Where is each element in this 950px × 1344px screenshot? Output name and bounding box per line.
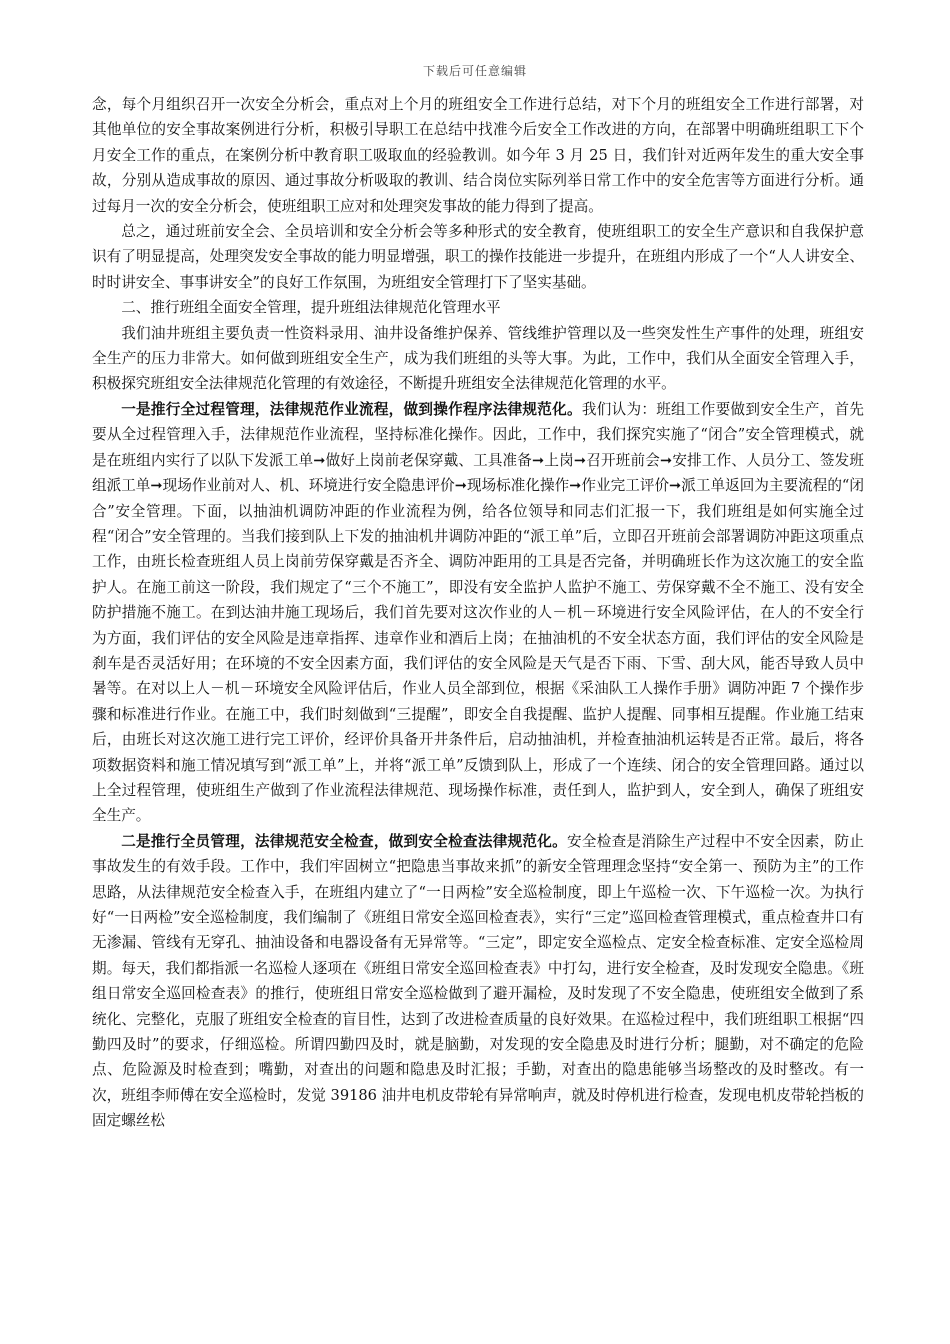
paragraph-4-lead: 一是推行全过程管理，法律规范作业流程，做到操作程序法律规范化。 xyxy=(121,400,582,418)
paragraph-3: 我们油井班组主要负责一性资料录用、油井设备维护保养、管线维护管理以及一些突发性生产事件的处理，班组安全生产的压力非常大。如何做到班组安全生产，成为我们班组的头等大事。为此，工作中，我们从全面安全管理入手，积极探究班组安全法律规范化管理的有效途径，不断提升班组安全法律规范化管理的水平。 xyxy=(92,324,864,393)
section-heading: 二、推行班组全面安全管理，提升班组法律规范化管理水平 xyxy=(121,299,501,317)
paragraph-1: 念，每个月组织召开一次安全分析会，重点对上个月的班组安全工作进行总结，对下个月的班组安全工作进行部署，对其他单位的安全事故案例进行分析，积极引导职工在总结中找准今后安全工作改进的方向，在部署中明确班组职工下个月安全工作的重点，在案例分析中教育职工吸取血的经验教训。如今年 3 月 25 日，我们针对近两年发生的重大安全事故，分别从造成事故的原因、通过事故分析吸取的教训、结合岗位实际列举日常工作中的安全危害等方面进行分析。通过每月一次的安全分析会，使班组职工应对和处理突发事故的能力得到了提高。 xyxy=(92,96,864,215)
document-body xyxy=(92,92,864,1134)
paragraph-4 xyxy=(92,397,864,829)
paragraph-4-body: 我们认为：班组工作要做到安全生产，首先要从全过程管理入手，法律规范作业流程，坚持标准化操作。因此，工作中，我们探究实施了“闭合”安全管理模式，就是在班组内实行了以队下发派工单➞做好上岗前老保穿戴、工具准备➞上岗➞召开班前会➞安排工作、人员分工、签发班组派工单➞现场作业前对人、机、环境进行安全隐患评价➞现场标准化操作➞作业完工评价➞派工单返回为主要流程的“闭合”安全管理。下面，以抽油机调防冲距的作业流程为例，给各位领导和同志们汇报一下，我们班组是如何实施全过程“闭合”安全管理的。当我们接到队上下发的抽油机井调防冲距的“派工单”后，立即召开班前会部署调防冲距这项重点工作，由班长检查班组人员上岗前劳保穿戴是否齐全、调防冲距用的工具是否完备，并明确班长作为这次施工的安全监护人。在施工前这一阶段，我们规定了“三个不施工”，即没有安全监护人监护不施工、劳保穿戴不全不施工、没有安全防护措施不施工。在到达油井施工现场后，我们首先要对这次作业的人－机－环境进行安全风险评估，在人的不安全行为方面，我们评估的安全风险是违章指挥、违章作业和酒后上岗；在抽油机的不安全状态方面，我们评估的安全风险是刹车是否灵活好用；在环境的不安全因素方面，我们评估的安全风险是天气是否下雨、下雪、刮大风，能否导致人员中暑等。在对以上人－机－环境安全风险评估后，作业人员全部到位，根据《采油队工人操作手册》调防冲距 7 个操作步骤和标准进行作业。在施工中，我们时刻做到“三提醒”，即安全自我提醒、监护人提醒、同事相互提醒。作业施工结束后，由班长对这次施工进行完工评价，经评价具备开井条件后，启动抽油机，并检查抽油机运转是否正常。最后，将各项数据资料和施工情况填写到“派工单”上，并将“派工单”反馈到队上，形成了一个连续、闭合的安全管理回路。通过以上全过程管理，使班组生产做到了作业流程法律规范、现场操作标准，责任到人，监护到人，安全到人，确保了班组安全生产。 xyxy=(92,400,864,825)
paragraph-5 xyxy=(92,829,864,1134)
page-header: 下载后可任意编辑 xyxy=(422,64,527,78)
paragraph-5-body: 安全检查是消除生产过程中不安全因素，防止事故发生的有效手段。工作中，我们牢固树立“把隐患当事故来抓”的新安全管理理念坚持“安全第一、预防为主”的工作思路，从法律规范安全检查入手，在班组内建立了“一日两检”安全巡检制度，即上午巡检一次、下午巡检一次。为执行好“一日两检”安全巡检制度，我们编制了《班组日常安全巡回检查表》，实行“三定”巡回检查管理模式，重点检查井口有无渗漏、管线有无穿孔、抽油设备和电器设备有无异常等。“三定”，即定安全巡检点、定安全检查标准、定安全巡检周期。每天，我们都指派一名巡检人逐项在《班组日常安全巡回检查表》中打勾，进行安全检查，及时发现安全隐患。《班组日常安全巡回检查表》的推行，使班组日常安全巡检做到了避开漏检，及时发现了不安全隐患，使班组安全做到了系统化、完整化，克服了班组安全检查的盲目性，达到了改进检查质量的良好效果。在巡检过程中，我们班组职工根据“四勤四及时”的要求，仔细巡检。所谓四勤四及时，就是脑勤，对发现的安全隐患及时进行分析；腿勤，对不确定的危险点、危险源及时检查到；嘴勤，对查出的问题和隐患及时汇报；手勤，对查出的隐患能够当场整改的及时整改。有一次，班组李师傅在安全巡检时，发觉 39186 油井电机皮带轮有异常响声，就及时停机进行检查，发现电机皮带轮挡板的固定螺丝松 xyxy=(92,832,864,1130)
paragraph-5-lead: 二是推行全员管理，法律规范安全检查，做到安全检查法律规范化。 xyxy=(121,832,568,850)
paragraph-2: 总之，通过班前安全会、全员培训和安全分析会等多种形式的安全教育，使班组职工的安全生产意识和自我保护意识有了明显提高，处理突发安全事故的能力明显增强，职工的操作技能进一步提升，在班组内形成了一个“人人讲安全、时时讲安全、事事讲安全”的良好工作氛围，为班组安全管理打下了坚实基础。 xyxy=(92,223,864,291)
